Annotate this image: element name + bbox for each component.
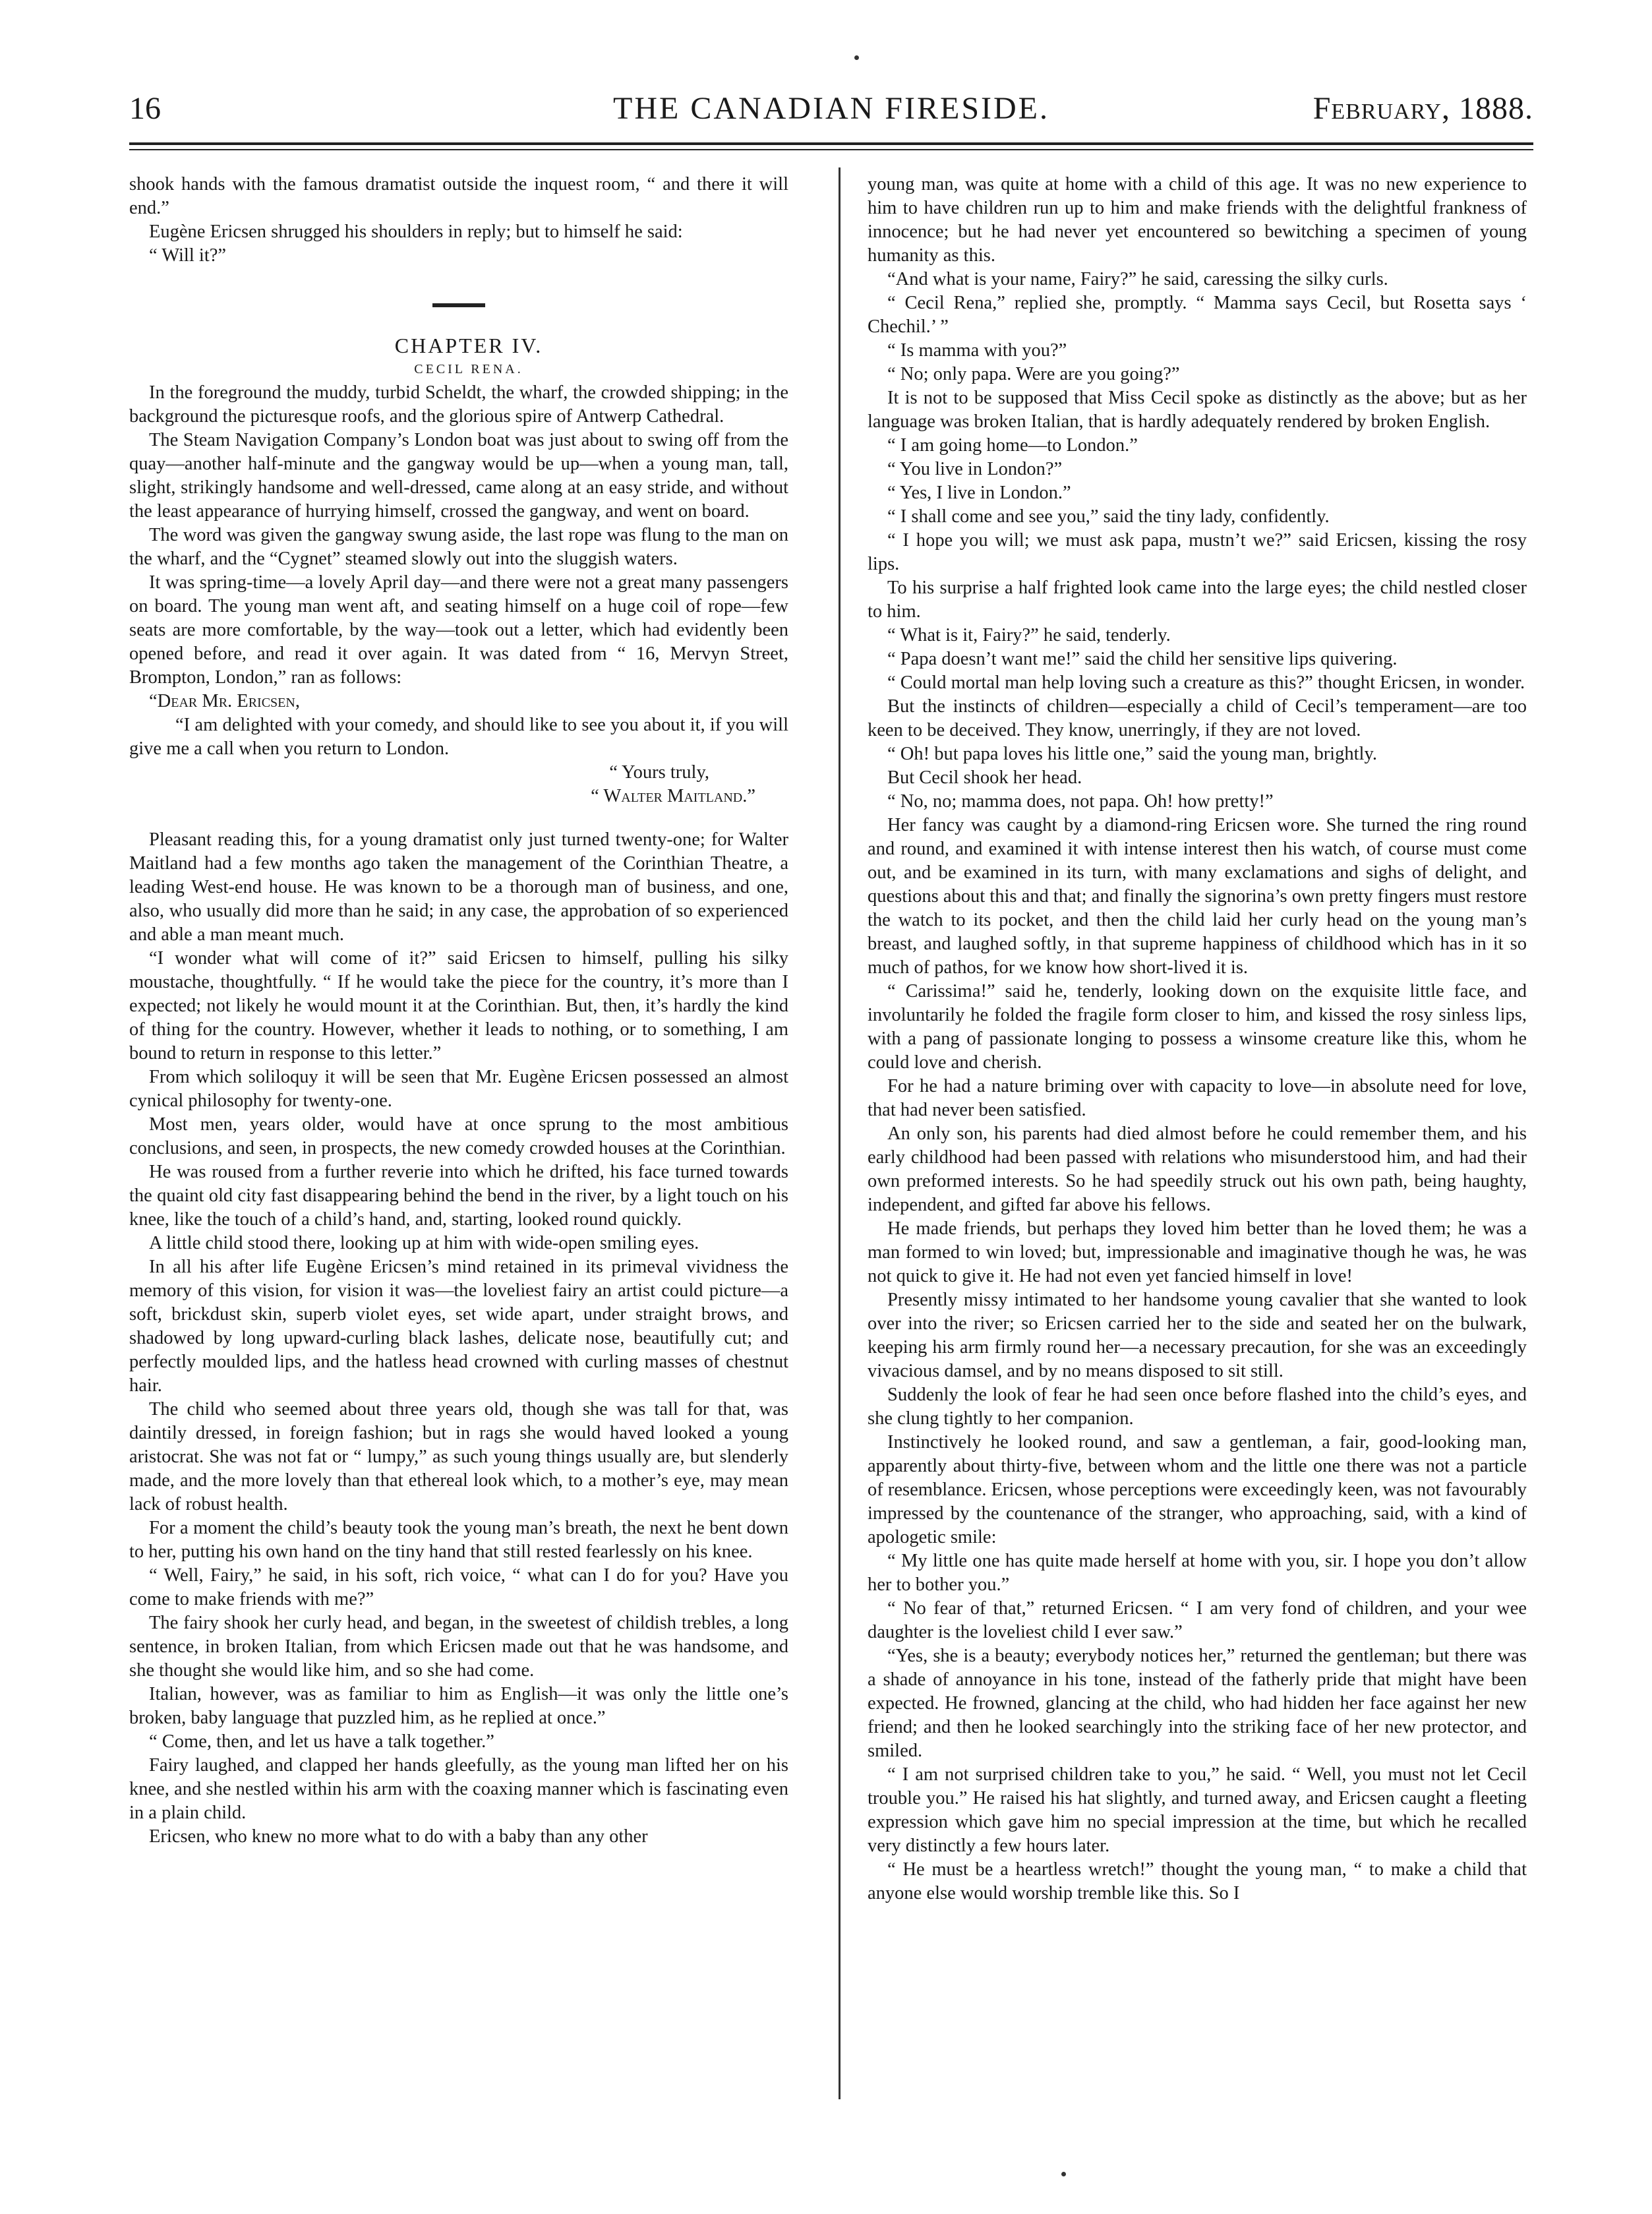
- paragraph: It is not to be supposed that Miss Cecil spoke as distinctly as the above; but as her language was broken Italian, that is hardly adequately rendered by broken English.: [868, 388, 1527, 432]
- paragraph: The word was given the gangway swung aside, the last rope was flung to the man on the wharf, and the “Cygnet” steamed slowly out into the sluggish waters.: [129, 525, 788, 569]
- paragraph: For he had a nature briming over with capacity to love—in absolute need for love, that had never been satisfied.: [868, 1076, 1527, 1120]
- letter-body: “I am delighted with your comedy, and should like to see you about it, if you will give me a call when you return to London.: [129, 715, 788, 759]
- issue-date: February, 1888.: [1313, 91, 1533, 126]
- paragraph: Eugène Ericsen shrugged his shoulders in reply; but to himself he said:: [149, 222, 683, 242]
- paragraph: But Cecil shook her head.: [887, 767, 1082, 788]
- paragraph: The fairy shook her curly head, and began, in the sweetest of childish trebles, a long sentence, in broken Italian, from which Ericsen made out that he was handsome, and she thought she would like him, and so she had come.: [129, 1613, 788, 1681]
- paragraph: “ Could mortal man help loving such a creature as this?” thought Ericsen, in wonder.: [887, 673, 1525, 693]
- paragraph: “ Papa doesn’t want me!” said the child her sensitive lips quivering.: [887, 649, 1398, 669]
- page-header: [129, 84, 1533, 133]
- paragraph: “ Yes, I live in London.”: [887, 483, 1071, 503]
- publication-title: THE CANADIAN FIRESIDE.: [613, 91, 1049, 126]
- column-divider: [839, 167, 841, 2099]
- print-speck: [1061, 2172, 1066, 2176]
- paragraph: But the instincts of children—especially a child of Cecil’s temperament—are too keen to be deceived. They know, unerringly, if they are not loved.: [868, 696, 1527, 740]
- paragraph: He was roused from a further reverie into which he drifted, his face turned towards the quaint old city fast disappearing behind the bend in the river, by a light touch on his knee, like the touch of a child’s hand, and, starting, looked round quickly.: [129, 1162, 788, 1230]
- paragraph: “ I shall come and see you,” said the tiny lady, confidently.: [887, 506, 1330, 527]
- paragraph: “ I am going home—to London.”: [887, 435, 1138, 456]
- paragraph: “ No; only papa. Were are you going?”: [887, 364, 1180, 384]
- paragraph: “ No, no; mamma does, not papa. Oh! how pretty!”: [887, 791, 1274, 812]
- letter-closing: “ Yours truly,: [609, 762, 709, 783]
- left-column: [129, 173, 788, 1849]
- print-speck: [854, 55, 859, 60]
- paragraph: “ Is mamma with you?”: [887, 340, 1067, 361]
- paragraph: Instinctively he looked round, and saw a gentleman, a fair, good-looking man, apparently about thirty-five, between whom and the little one there was not a particle of resemblance. Ericsen, whose perceptions were exceedingly keen, was not favourably impressed by the countenance of the stranger, who approaching, said, with a kind of apologetic smile:: [868, 1432, 1527, 1547]
- paragraph: In all his after life Eugène Ericsen’s mind retained in its primeval vividness the memory of this vision, for vision it was—the loveliest fairy an artist could picture—a soft, brickdust skin, superb violet eyes, set wide apart, under straight brows, and shadowed by long upward-curling black lashes, delicate nose, beautifully cut; and perfectly moulded lips, and the hatless head crowned with curling masses of chestnut hair.: [129, 1257, 788, 1396]
- paragraph: Most men, years older, would have at once sprung to the most ambitious conclusions, and seen, in prospects, the new comedy crowded houses at the Corinthian.: [129, 1114, 788, 1158]
- paragraph: “ Carissima!” said he, tenderly, looking down on the exquisite little face, and involuntarily he folded the fragile form closer to him, and kissed the rosy sinless lips, with a pang of passionate longing to possess a winsome creature like this, whom he could love and cherish.: [868, 981, 1527, 1073]
- paragraph: “ Will it?”: [149, 245, 227, 266]
- paragraph: In the foreground the muddy, turbid Scheldt, the wharf, the crowded shipping; in the background the picturesque roofs, and the glorious spire of Antwerp Cathedral.: [129, 382, 788, 427]
- paragraph: It was spring-time—a lovely April day—and there were not a great many passengers on board. The young man went aft, and seating himself on a huge coil of rope—few seats are more comfortable, by the way—took out a letter, which had evidently been opened before, and read it over again. It was dated from “ 16, Mervyn Street, Brompton, London,” ran as follows:: [129, 572, 788, 688]
- section-separator: [432, 303, 485, 307]
- paragraph: Suddenly the look of fear he had seen once before flashed into the child’s eyes, and she clung tightly to her companion.: [868, 1385, 1527, 1429]
- letter-greeting: “Dear Mr. Ericsen,: [149, 691, 300, 711]
- paragraph: Presently missy intimated to her handsome young cavalier that she wanted to look over into the river; so Ericsen carried her to the side and seated her on the bulwark, keeping his arm firmly round her—a necessary precaution, for she was an exceedingly vivacious damsel, and by no means disposed to sit still.: [868, 1290, 1527, 1381]
- paragraph: “And what is your name, Fairy?” he said, caressing the silky curls.: [887, 269, 1388, 289]
- paragraph: From which soliloquy it will be seen that Mr. Eugène Ericsen possessed an almost cynical philosophy for twenty-one.: [129, 1067, 788, 1111]
- header-rule-thick: [129, 142, 1533, 145]
- paragraph: “ Cecil Rena,” replied she, promptly. “ Mamma says Cecil, but Rosetta says ‘ Chechil.’ ”: [868, 293, 1527, 337]
- paragraph: “I wonder what will come of it?” said Ericsen to himself, pulling his silky moustache, thoughtfully. “ If he would take the piece for the country, it’s more than I expected; not likely he would mount it at the Corinthian. But, then, it’s hardly the kind of thing for the country. However, whether it leads to nothing, or to something, I am bound to return in response to this letter.”: [129, 948, 788, 1063]
- paragraph: “ Oh! but papa loves his little one,” said the young man, brightly.: [887, 744, 1377, 764]
- right-column: [868, 173, 1527, 1905]
- paragraph: “ Well, Fairy,” he said, in his soft, rich voice, “ what can I do for you? Have you come to make friends with me?”: [129, 1565, 788, 1609]
- page-number: 16: [129, 91, 161, 126]
- paragraph: The Steam Navigation Company’s London boat was just about to swing off from the quay—another half-minute and the gangway would be up—when a young man, tall, slight, strikingly handsome and well-dressed, came along at an easy stride, and without the least appearance of hurrying himself, crossed the gangway, and went on board.: [129, 430, 788, 522]
- letter-signature: “ Walter Maitland.”: [591, 786, 755, 806]
- paragraph: shook hands with the famous dramatist outside the inquest room, “ and there it will end.”: [129, 174, 788, 218]
- paragraph: He made friends, but perhaps they loved him better than he loved them; he was a man formed to win loved; but, impressionable and imaginative though he was, he was not quick to give it. He had not even yet fancied himself in love!: [868, 1218, 1527, 1286]
- chapter-title: CHAPTER IV.: [394, 334, 543, 357]
- paragraph: Ericsen, who knew no more what to do with a baby than any other: [149, 1826, 648, 1847]
- paragraph: “ Come, then, and let us have a talk together.”: [149, 1731, 494, 1752]
- paragraph: “ He must be a heartless wretch!” thought the young man, “ to make a child that anyone else would worship tremble like this. So I: [868, 1859, 1527, 1903]
- paragraph: To his surprise a half frighted look came into the large eyes; the child nestled closer to him.: [868, 578, 1527, 622]
- paragraph: The child who seemed about three years old, though she was tall for that, was daintily dressed, in foreign fashion; but in rags she would haved looked a young aristocrat. She was not fat or “ lumpy,” as such young things usually are, but slenderly made, and the more lovely than that ethereal look which, to a mother’s eye, may mean lack of robust health.: [129, 1399, 788, 1514]
- paragraph: “ What is it, Fairy?” he said, tenderly.: [887, 625, 1171, 645]
- paragraph: Her fancy was caught by a diamond-ring Ericsen wore. She turned the ring round and round, and examined it with intense interest then his watch, of course must come out, and be examined in its turn, with many exclamations and sighs of delight, and questions about this and that; and finally the signorina’s own pretty fingers must restore the watch to its pocket, and then the child laid her curly head on the young man’s breast, and laughed softly, in that supreme happiness of childhood which has in it so much of pathos, for we know how short-lived it is.: [868, 815, 1527, 978]
- paragraph: Pleasant reading this, for a young dramatist only just turned twenty-one; for Walter Maitland had a few months ago taken the management of the Corinthian Theatre, a leading West-end house. He was known to be a thorough man of business, and one, also, who usually did more than he said; in any case, the approbation of so experienced and able a man meant much.: [129, 829, 788, 945]
- paragraph: “ My little one has quite made herself at home with you, sir. I hope you don’t allow her to bother you.”: [868, 1551, 1527, 1595]
- paragraph: For a moment the child’s beauty took the young man’s breath, the next he bent down to her, putting his own hand on the tiny hand that still rested fearlessly on his knee.: [129, 1518, 788, 1562]
- paragraph: “ I am not surprised children take to you,” he said. “ Well, you must not let Cecil trouble you.” He raised his hat slightly, and turned away, and Ericsen caught a fleeting expression which gave him no special impression at the time, but which he recalled very distinctly a few hours later.: [868, 1764, 1527, 1856]
- paragraph: “ No fear of that,” returned Ericsen. “ I am very fond of children, and your wee daughter is the loveliest child I ever saw.”: [868, 1598, 1527, 1642]
- paragraph: “ You live in London?”: [887, 459, 1063, 479]
- paragraph: Italian, however, was as familiar to him as English—it was only the little one’s broken, baby language that puzzled him, as he replied at once.”: [129, 1684, 788, 1728]
- paragraph: Fairy laughed, and clapped her hands gleefully, as the young man lifted her on his knee, and she nestled within his arm with the coaxing manner which is fascinating even in a plain child.: [129, 1755, 788, 1823]
- paragraph: young man, was quite at home with a child of this age. It was no new experience to him to have children run up to him and make friends with the delightful frankness of innocence; but he had never yet encountered so bewitching a specimen of young humanity as this.: [868, 174, 1527, 266]
- paragraph: An only son, his parents had died almost before he could remember them, and his early childhood had been passed with relations who misunderstood him, and had their own preformed interests. So he had speedily struck out his own path, being haughty, independent, and gifted far above his fellows.: [868, 1123, 1527, 1215]
- header-rule-thin: [129, 149, 1533, 150]
- paragraph: “ I hope you will; we must ask papa, mustn’t we?” said Ericsen, kissing the rosy lips.: [868, 530, 1527, 574]
- paragraph: “Yes, she is a beauty; everybody notices her,” returned the gentleman; but there was a shade of annoyance in his tone, instead of the fatherly pride that might have been expected. He frowned, glancing at the child, who had hidden her face against her new friend; and then he looked searchingly into the striking face of her new protector, and smiled.: [868, 1646, 1527, 1761]
- chapter-subtitle: CECIL RENA.: [414, 362, 523, 376]
- paragraph: A little child stood there, looking up at him with wide-open smiling eyes.: [149, 1233, 699, 1253]
